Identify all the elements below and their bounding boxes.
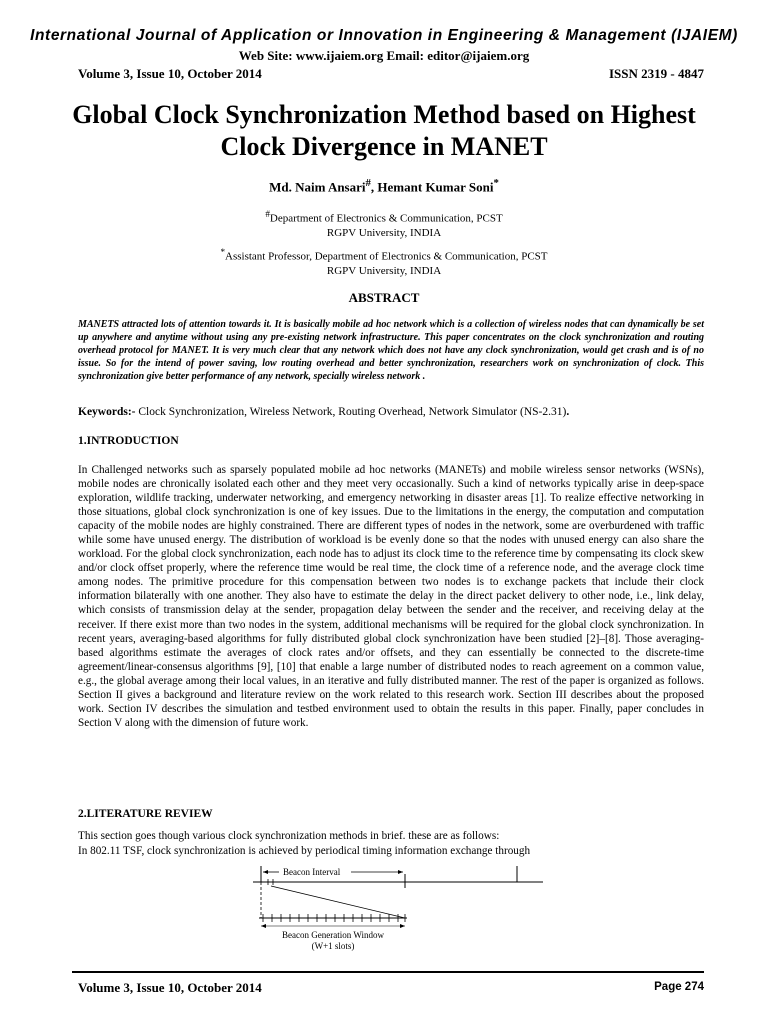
section-2-line-2: In 802.11 TSF, clock synchronization is achieved by periodical timing information exchange through — [78, 845, 531, 857]
affiliation-1-mark: # — [265, 209, 270, 219]
affiliation-2 — [0, 245, 768, 278]
beacon-diagram — [253, 862, 553, 962]
beacon-figure — [253, 862, 553, 962]
authors — [0, 177, 768, 195]
section-2-line-1: This section goes though various clock synchronization methods in brief. these are as follows: — [78, 830, 500, 842]
paper-title: Global Clock Synchronization Method based on Highest Clock Divergence in MANET — [72, 100, 696, 161]
affiliation-1-line-1: Department of Electronics & Communication, PCST — [269, 212, 503, 225]
volume-issn-row — [78, 66, 704, 82]
footer-volume: Volume 3, Issue 10, October 2014 — [78, 980, 262, 995]
author-1-mark: # — [365, 177, 371, 189]
keywords-end: . — [566, 406, 570, 418]
keywords-text: Clock Synchronization, Wireless Network, Routing Overhead, Network Simulator (NS-2.31) — [135, 406, 567, 418]
section-2-heading: 2.LITERATURE REVIEW — [78, 808, 213, 820]
author-2-mark: * — [493, 177, 499, 189]
affiliation-2-mark: * — [220, 247, 226, 257]
issn: ISSN 2319 - 4847 — [609, 66, 704, 81]
author-1: Md. Naim Ansari — [269, 179, 366, 195]
author-separator: , — [370, 179, 378, 195]
beacon-interval-label: Beacon Interval — [283, 867, 341, 877]
affiliation-1-line-2: RGPV University, INDIA — [326, 226, 442, 239]
footer-divider — [72, 971, 704, 973]
journal-website: Web Site: www.ijaiem.org Email: editor@ijaiem.org — [238, 48, 530, 63]
affiliation-1 — [0, 207, 768, 240]
section-1-heading: 1.INTRODUCTION — [78, 435, 179, 447]
keywords-label: Keywords:- — [78, 406, 136, 418]
footer-page-number: Page 274 — [654, 981, 704, 993]
volume-info: Volume 3, Issue 10, October 2014 — [78, 66, 262, 81]
abstract-text: MANETS attracted lots of attention towards it. It is basically mobile ad hoc network which is a collection of wireless nodes that can dynamically be set up anywhere and anytime without using any pre-existing network infrastructure. This paper concentrates on the clock synchronization and routing overhead protocol for MANET. It is very much clear that any network which does not have any clock synchronization, would get crash and is of no issue. So for the intend of power saving, low routing overhead and better synchronization, researchers work on synchronization of clock. This synchronization give better performance of any network, specially wireless network . — [78, 319, 704, 382]
keywords — [78, 406, 704, 418]
affiliation-2-line-1: Assistant Professor, Department of Electronics & Communication, PCST — [225, 250, 548, 263]
abstract-heading: ABSTRACT — [348, 290, 420, 305]
journal-title: International Journal of Application or Innovation in Engineering & Management (IJAIEM) — [30, 27, 738, 44]
author-2: Hemant Kumar Soni — [377, 179, 494, 195]
beacon-window-slots: (W+1 slots) — [311, 941, 355, 951]
section-1-text: In Challenged networks such as sparsely populated mobile ad hoc networks (MANETs) and mobile wireless sensor networks (WSNs), mobile nodes are chronically isolated each other and they meet very occasionally. Such a kind of networks typically arise in deep-space exploration, wildlife tracking, underwater networking, and emergency networking in disaster areas [1]. To realize effective networking in those situations, global clock synchronization is one of key issues. Due to the limitations in the energy, the computation and computation capacity of the mobile nodes are highly constrained. There are different types of nodes in the network, some are overburdened with traffic while some have unused energy. The distribution of workload is be evenly done so that the nodes with unused energy can also share the workload. For the global clock synchronization, each node has to adjust its clock time to the reference time by compensating its clock skew and/or clock offset properly, where the reference time would be real time, the clock time of a reference node, and the average clock time among nodes. The primitive procedure for this compensation between two nodes is to exchange packets that include their clock information bilaterally with one another. They also have to estimate the delay in the direct packet delivery to other node, i.e., link delay, which consists of transmission delay at the sender, propagation delay between the sender and the receiver, and receiving delay at the receiver. If there exist more than two nodes in the system, additional mechanisms will be required for the global clock synchronization. In recent years, averaging-based algorithms for fully distributed global clock synchronization have been studied [2]–[8]. Those averaging-based algorithms estimate the averages of clock rates and/or offsets, and they can essentially be connected to the discrete-time agreement/linear-consensus algorithms [9], [10] that enable a large number of distributed nodes to reach agreement on a common value, e.g., the global average among their local values, in an iterative and fully distributed manner. The rest of the paper is organized as follows. Section II gives a background and literature review on the work related to this research work. Section III describes about the proposed work. Section IV describes the simulation and testbed environment used to obtain the results in this paper. Finally, paper concludes in Section V along with the dimension of future work. — [78, 464, 704, 729]
beacon-window-label: Beacon Generation Window — [282, 930, 384, 940]
affiliation-2-line-2: RGPV University, INDIA — [326, 264, 442, 277]
